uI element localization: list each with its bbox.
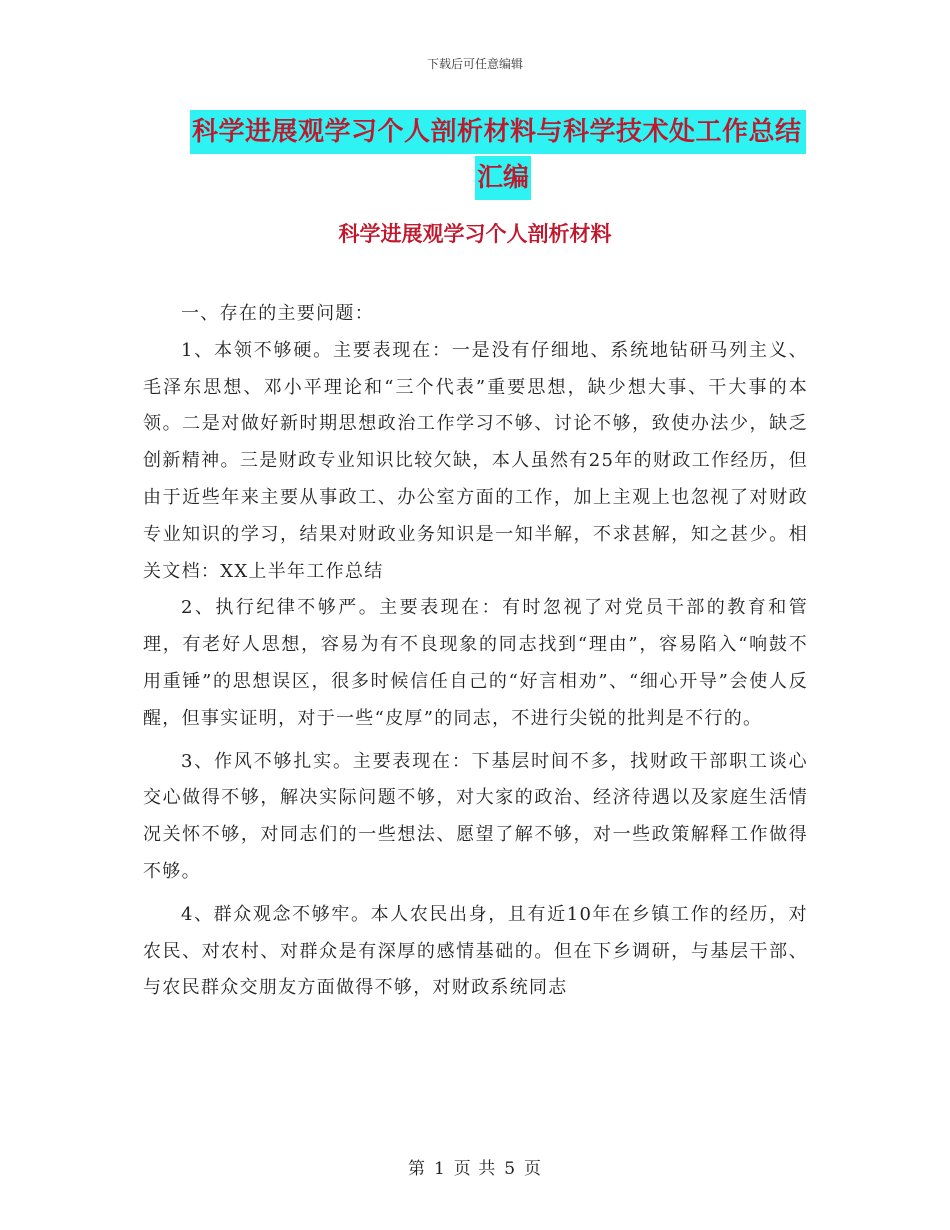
paragraph-2: 2、执行纪律不够严。主要表现在：有时忽视了对党员干部的教育和管理，有老好人思想，容易为有不良现象的同志找到“理由”，容易陷入“响鼓不用重锤”的思想误区，很多时候信任自己的“好言相劝”、“细心开导”会使人反醒，但事实证明，对于一些“皮厚”的同志，不进行尖锐的批判是不行的。 [143,597,808,729]
footer-prefix: 第 [407,1159,426,1179]
title-line-2: 汇编 [475,156,531,200]
page-header: 下载后可任意编辑 [426,57,523,71]
footer-suffix: 页 [524,1159,543,1179]
document-body [143,296,808,1007]
section-title: 科学进展观学习个人剖析材料 [338,221,612,246]
title-line-1: 科学进展观学习个人剖析材料与科学技术处工作总结 [190,110,806,154]
paragraph-3: 3、作风不够扎实。主要表现在：下基层时间不多，找财政干部职工谈心交心做得不够，解决实际问题不够，对大家的政治、经济待遇以及家庭生活情况关怀不够，对同志们的一些想法、愿望了解不够，对一些政策解释工作做得不够。 [143,750,808,882]
paragraph-1: 1、本领不够硬。主要表现在：一是没有仔细地、系统地钻研马列主义、毛泽东思想、邓小平理论和“三个代表”重要思想，缺少想大事、干大事的本领。二是对做好新时期思想政治工作学习不够、讨论不够，致使办法少，缺乏创新精神。三是财政专业知识比较欠缺，本人虽然有25年的财政工作经历，但由于近些年来主要从事政工、办公室方面的工作，加上主观上也忽视了对财政专业知识的学习，结果对财政业务知识是一知半解，不求甚解，知之甚少。相关文档：XX上半年工作总结 [143,339,808,582]
footer-page-number: 1 [433,1159,446,1179]
footer-mid: 页 共 [453,1159,497,1179]
paragraph-4: 4、群众观念不够牢。本人农民出身，且有近10年在乡镇工作的经历，对农民、对农村、对群众是有深厚的感情基础的。但在下乡调研，与基层干部、与农民群众交朋友方面做得不够，对财政系统同志 [143,903,808,999]
footer-total-pages: 5 [504,1159,517,1179]
section-heading: 一、存在的主要问题： [181,303,374,324]
page-footer [0,1154,950,1179]
